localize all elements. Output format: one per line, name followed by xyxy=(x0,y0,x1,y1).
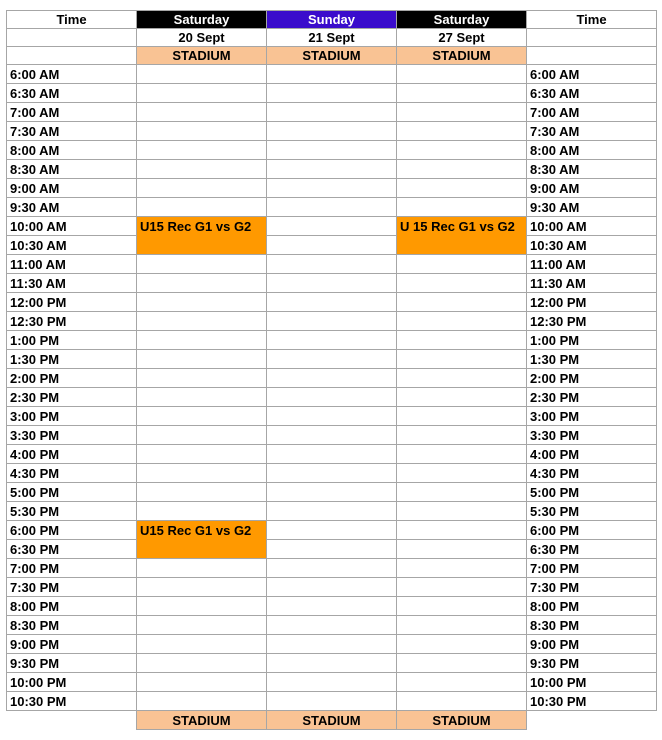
empty-slot xyxy=(397,597,527,616)
game-block: U 15 Rec G1 vs G2 xyxy=(397,217,527,255)
time-label-left: 12:00 PM xyxy=(7,293,137,312)
empty-slot xyxy=(397,369,527,388)
empty-slot xyxy=(137,179,267,198)
time-label-left: 4:30 PM xyxy=(7,464,137,483)
time-label-right: 9:30 PM xyxy=(527,654,657,673)
empty-slot xyxy=(137,654,267,673)
game-block: U15 Rec G1 vs G2 xyxy=(137,217,267,255)
time-slot-row xyxy=(7,141,657,160)
venue-header-1: STADIUM xyxy=(137,47,267,65)
empty-slot xyxy=(397,122,527,141)
time-label-right: 9:00 AM xyxy=(527,179,657,198)
empty-slot xyxy=(397,654,527,673)
time-label-right: 7:00 AM xyxy=(527,103,657,122)
empty-slot xyxy=(397,692,527,711)
footer-spacer-right xyxy=(527,711,657,730)
empty-slot xyxy=(137,65,267,84)
empty-slot xyxy=(397,331,527,350)
time-label-right: 5:00 PM xyxy=(527,483,657,502)
empty-slot xyxy=(137,198,267,217)
date-row-spacer-right xyxy=(527,29,657,47)
empty-slot xyxy=(267,179,397,198)
time-slot-row xyxy=(7,293,657,312)
time-label-left: 8:30 AM xyxy=(7,160,137,179)
time-label-left: 4:00 PM xyxy=(7,445,137,464)
empty-slot xyxy=(267,464,397,483)
time-label-right: 6:30 AM xyxy=(527,84,657,103)
time-label-left: 9:30 AM xyxy=(7,198,137,217)
empty-slot xyxy=(397,388,527,407)
time-label-left: 9:00 PM xyxy=(7,635,137,654)
empty-slot xyxy=(267,84,397,103)
empty-slot xyxy=(397,350,527,369)
time-label-right: 4:00 PM xyxy=(527,445,657,464)
time-slot-row xyxy=(7,84,657,103)
venue-header-2: STADIUM xyxy=(267,47,397,65)
empty-slot xyxy=(397,464,527,483)
time-label-right: 8:00 AM xyxy=(527,141,657,160)
time-label-left: 1:30 PM xyxy=(7,350,137,369)
empty-slot xyxy=(137,559,267,578)
time-slot-row xyxy=(7,103,657,122)
empty-slot xyxy=(267,141,397,160)
time-slot-row xyxy=(7,540,657,559)
empty-slot xyxy=(267,350,397,369)
empty-slot xyxy=(397,84,527,103)
footer-venue-row xyxy=(7,711,657,730)
footer-venue-3: STADIUM xyxy=(397,711,527,730)
time-label-left: 11:30 AM xyxy=(7,274,137,293)
empty-slot xyxy=(397,559,527,578)
empty-slot xyxy=(267,274,397,293)
empty-slot xyxy=(267,673,397,692)
time-label-left: 10:00 PM xyxy=(7,673,137,692)
empty-slot xyxy=(267,635,397,654)
empty-slot xyxy=(267,217,397,236)
empty-slot xyxy=(267,654,397,673)
time-label-left: 6:30 AM xyxy=(7,84,137,103)
time-label-right: 10:00 PM xyxy=(527,673,657,692)
time-slot-row xyxy=(7,274,657,293)
time-slot-row xyxy=(7,616,657,635)
empty-slot xyxy=(267,255,397,274)
empty-slot xyxy=(267,369,397,388)
empty-slot xyxy=(397,179,527,198)
empty-slot xyxy=(137,369,267,388)
time-label-left: 6:30 PM xyxy=(7,540,137,559)
time-label-left: 6:00 AM xyxy=(7,65,137,84)
time-label-right: 5:30 PM xyxy=(527,502,657,521)
empty-slot xyxy=(397,198,527,217)
date-header-1: 20 Sept xyxy=(137,29,267,47)
time-slot-row xyxy=(7,179,657,198)
venue-header-3: STADIUM xyxy=(397,47,527,65)
empty-slot xyxy=(137,141,267,160)
time-slot-row xyxy=(7,673,657,692)
empty-slot xyxy=(397,274,527,293)
empty-slot xyxy=(137,407,267,426)
time-label-left: 8:00 PM xyxy=(7,597,137,616)
empty-slot xyxy=(137,616,267,635)
time-label-left: 10:00 AM xyxy=(7,217,137,236)
empty-slot xyxy=(267,521,397,540)
time-slot-row xyxy=(7,559,657,578)
time-label-right: 10:00 AM xyxy=(527,217,657,236)
time-label-left: 8:00 AM xyxy=(7,141,137,160)
time-slot-row xyxy=(7,692,657,711)
empty-slot xyxy=(137,692,267,711)
time-slot-row xyxy=(7,578,657,597)
empty-slot xyxy=(397,483,527,502)
time-label-right: 4:30 PM xyxy=(527,464,657,483)
schedule-grid xyxy=(6,10,656,730)
empty-slot xyxy=(397,540,527,559)
time-label-right: 6:00 PM xyxy=(527,521,657,540)
schedule-table xyxy=(6,10,657,730)
empty-slot xyxy=(397,141,527,160)
empty-slot xyxy=(267,578,397,597)
date-header-3: 27 Sept xyxy=(397,29,527,47)
empty-slot xyxy=(397,616,527,635)
empty-slot xyxy=(137,160,267,179)
time-slot-row xyxy=(7,407,657,426)
empty-slot xyxy=(137,578,267,597)
day-header-2: Sunday xyxy=(267,11,397,29)
time-slot-row xyxy=(7,597,657,616)
empty-slot xyxy=(267,236,397,255)
empty-slot xyxy=(267,502,397,521)
time-label-right: 3:00 PM xyxy=(527,407,657,426)
empty-slot xyxy=(397,255,527,274)
empty-slot xyxy=(137,274,267,293)
empty-slot xyxy=(267,540,397,559)
time-label-left: 2:00 PM xyxy=(7,369,137,388)
empty-slot xyxy=(397,673,527,692)
time-label-left: 10:30 AM xyxy=(7,236,137,255)
time-label-right: 8:30 AM xyxy=(527,160,657,179)
time-label-left: 10:30 PM xyxy=(7,692,137,711)
time-label-right: 6:00 AM xyxy=(527,65,657,84)
time-label-left: 6:00 PM xyxy=(7,521,137,540)
empty-slot xyxy=(137,483,267,502)
time-label-right: 8:30 PM xyxy=(527,616,657,635)
empty-slot xyxy=(137,312,267,331)
time-label-right: 8:00 PM xyxy=(527,597,657,616)
empty-slot xyxy=(267,483,397,502)
empty-slot xyxy=(267,103,397,122)
empty-slot xyxy=(397,293,527,312)
time-slot-row xyxy=(7,464,657,483)
time-slot-row xyxy=(7,331,657,350)
empty-slot xyxy=(397,103,527,122)
time-slot-row xyxy=(7,388,657,407)
time-label-right: 2:30 PM xyxy=(527,388,657,407)
time-label-right: 9:30 AM xyxy=(527,198,657,217)
time-label-right: 9:00 PM xyxy=(527,635,657,654)
time-slot-row xyxy=(7,65,657,84)
time-slot-row xyxy=(7,198,657,217)
time-label-left: 3:00 PM xyxy=(7,407,137,426)
footer-venue-2: STADIUM xyxy=(267,711,397,730)
game-block: U15 Rec G1 vs G2 xyxy=(137,521,267,559)
time-label-left: 5:30 PM xyxy=(7,502,137,521)
empty-slot xyxy=(267,616,397,635)
empty-slot xyxy=(137,597,267,616)
empty-slot xyxy=(267,160,397,179)
time-label-left: 3:30 PM xyxy=(7,426,137,445)
time-slot-row xyxy=(7,635,657,654)
time-label-left: 9:00 AM xyxy=(7,179,137,198)
empty-slot xyxy=(397,578,527,597)
time-label-right: 7:30 PM xyxy=(527,578,657,597)
empty-slot xyxy=(267,597,397,616)
empty-slot xyxy=(267,445,397,464)
time-slot-row xyxy=(7,350,657,369)
time-label-left: 5:00 PM xyxy=(7,483,137,502)
empty-slot xyxy=(267,331,397,350)
time-label-right: 11:30 AM xyxy=(527,274,657,293)
empty-slot xyxy=(397,407,527,426)
empty-slot xyxy=(137,445,267,464)
empty-slot xyxy=(267,426,397,445)
empty-slot xyxy=(267,388,397,407)
time-slot-row xyxy=(7,445,657,464)
empty-slot xyxy=(137,103,267,122)
empty-slot xyxy=(137,84,267,103)
time-slot-row xyxy=(7,483,657,502)
empty-slot xyxy=(267,293,397,312)
time-label-left: 2:30 PM xyxy=(7,388,137,407)
time-label-right: 7:30 AM xyxy=(527,122,657,141)
time-label-right: 6:30 PM xyxy=(527,540,657,559)
empty-slot xyxy=(267,65,397,84)
empty-slot xyxy=(397,521,527,540)
empty-slot xyxy=(397,426,527,445)
empty-slot xyxy=(137,464,267,483)
empty-slot xyxy=(397,312,527,331)
time-label-right: 2:00 PM xyxy=(527,369,657,388)
time-slot-row xyxy=(7,255,657,274)
time-slot-row xyxy=(7,312,657,331)
time-label-left: 1:00 PM xyxy=(7,331,137,350)
empty-slot xyxy=(137,122,267,141)
footer-venue-1: STADIUM xyxy=(137,711,267,730)
empty-slot xyxy=(137,388,267,407)
empty-slot xyxy=(397,635,527,654)
time-slot-row xyxy=(7,502,657,521)
empty-slot xyxy=(137,673,267,692)
time-label-left: 8:30 PM xyxy=(7,616,137,635)
day-header-3: Saturday xyxy=(397,11,527,29)
empty-slot xyxy=(137,502,267,521)
time-column-header-right: Time xyxy=(527,11,657,29)
empty-slot xyxy=(397,445,527,464)
time-slot-row xyxy=(7,236,657,255)
empty-slot xyxy=(267,407,397,426)
time-label-right: 11:00 AM xyxy=(527,255,657,274)
time-column-header-left: Time xyxy=(7,11,137,29)
venue-row-spacer-right xyxy=(527,47,657,65)
empty-slot xyxy=(137,635,267,654)
time-label-left: 12:30 PM xyxy=(7,312,137,331)
time-label-right: 1:30 PM xyxy=(527,350,657,369)
time-label-left: 7:00 AM xyxy=(7,103,137,122)
time-label-right: 1:00 PM xyxy=(527,331,657,350)
empty-slot xyxy=(137,350,267,369)
empty-slot xyxy=(137,331,267,350)
time-label-left: 11:00 AM xyxy=(7,255,137,274)
venue-row-spacer-left xyxy=(7,47,137,65)
time-label-right: 12:00 PM xyxy=(527,293,657,312)
empty-slot xyxy=(397,502,527,521)
date-row-spacer-left xyxy=(7,29,137,47)
empty-slot xyxy=(267,198,397,217)
time-slot-row xyxy=(7,122,657,141)
empty-slot xyxy=(137,426,267,445)
day-header-1: Saturday xyxy=(137,11,267,29)
empty-slot xyxy=(137,293,267,312)
empty-slot xyxy=(397,160,527,179)
time-slot-row xyxy=(7,521,657,540)
time-label-left: 7:00 PM xyxy=(7,559,137,578)
time-label-right: 10:30 AM xyxy=(527,236,657,255)
time-label-right: 7:00 PM xyxy=(527,559,657,578)
time-slot-row xyxy=(7,369,657,388)
time-label-left: 9:30 PM xyxy=(7,654,137,673)
time-slot-row xyxy=(7,160,657,179)
empty-slot xyxy=(397,65,527,84)
time-label-left: 7:30 PM xyxy=(7,578,137,597)
time-label-left: 7:30 AM xyxy=(7,122,137,141)
date-header-2: 21 Sept xyxy=(267,29,397,47)
empty-slot xyxy=(267,122,397,141)
empty-slot xyxy=(267,692,397,711)
empty-slot xyxy=(137,255,267,274)
time-label-right: 12:30 PM xyxy=(527,312,657,331)
time-slot-row xyxy=(7,426,657,445)
empty-slot xyxy=(267,312,397,331)
time-label-right: 3:30 PM xyxy=(527,426,657,445)
empty-slot xyxy=(267,559,397,578)
time-slot-row xyxy=(7,217,657,236)
time-slot-row xyxy=(7,654,657,673)
time-label-right: 10:30 PM xyxy=(527,692,657,711)
footer-spacer-left xyxy=(7,711,137,730)
